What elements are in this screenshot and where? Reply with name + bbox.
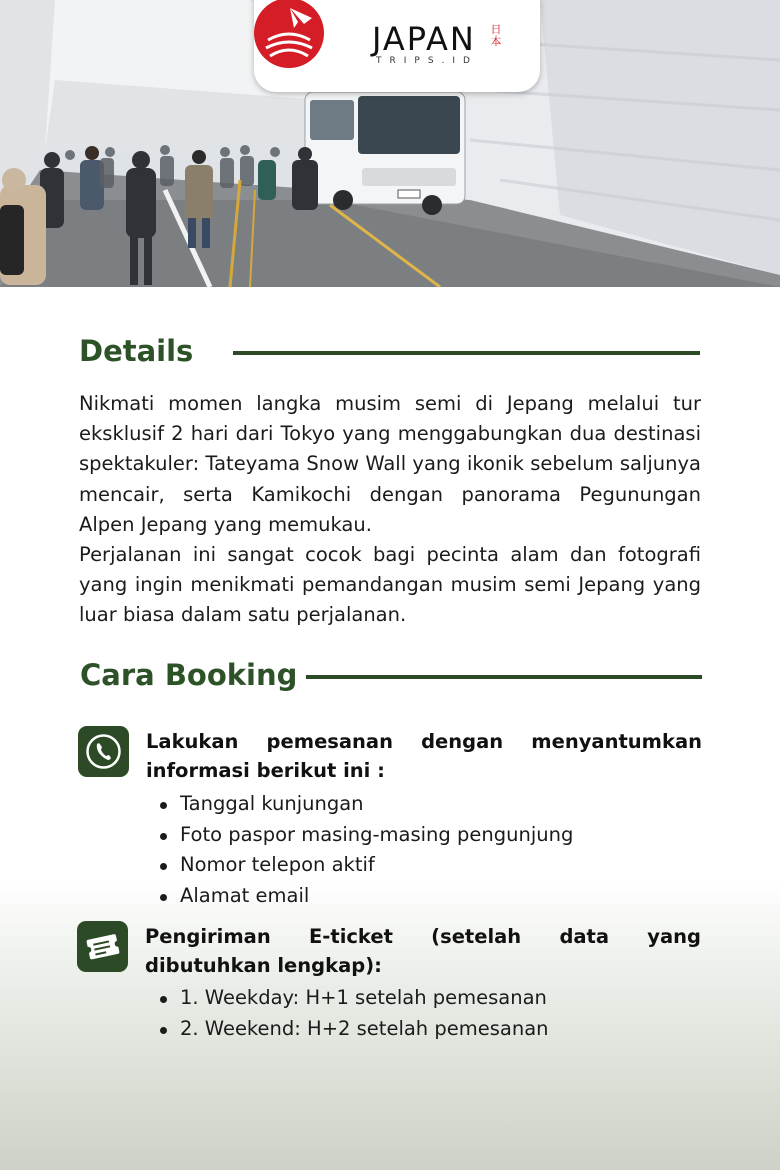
details-heading: Details (79, 334, 194, 368)
list-item: 2. Weekend: H+2 setelah pemesanan (160, 1014, 549, 1045)
booking-heading: Cara Booking (80, 658, 298, 692)
list-item: 1. Weekday: H+1 setelah pemesanan (160, 983, 549, 1014)
phone-icon (78, 726, 129, 777)
booking-step-2-title: Pengiriman E-ticket (setelah data yang dibutuhkan lengkap): (145, 925, 701, 977)
japan-trips-logo-icon (254, 0, 324, 68)
logo-wordmark: JAPAN (372, 20, 476, 58)
booking-divider (306, 675, 702, 679)
list-item: Tanggal kunjungan (160, 789, 573, 820)
hero-photo (0, 0, 780, 287)
details-paragraph-1: Nikmati momen langka musim semi di Jepang melalui tur eksklusif 2 hari dari Tokyo yang menggabungkan dua destinasi spektakuler: Tateyama Snow Wall yang ikonik sebelum saljunya mencair, serta Kamikochi dengan panorama Pegunungan Alpen Jepang yang memukau. (79, 392, 701, 536)
list-item: Nomor telepon aktif (160, 850, 573, 881)
booking-step-1-list (160, 789, 573, 911)
ticket-icon (77, 921, 128, 972)
details-divider (233, 351, 700, 355)
logo-subtext: TRIPS.ID (376, 56, 478, 66)
logo-kanji: 日本 (490, 23, 502, 48)
list-item: Foto paspor masing-masing pengunjung (160, 820, 573, 851)
brand-logo (254, 0, 540, 92)
booking-step-2-list (160, 983, 549, 1044)
list-item: Alamat email (160, 881, 573, 912)
booking-step-1-title: Lakukan pemesanan dengan menyantumkan informasi berikut ini : (146, 730, 702, 782)
details-paragraph-2: Perjalanan ini sangat cocok bagi pecinta alam dan fotografi yang ingin menikmati pemandangan musim semi Jepang yang luar biasa dalam satu perjalanan. (79, 543, 701, 627)
